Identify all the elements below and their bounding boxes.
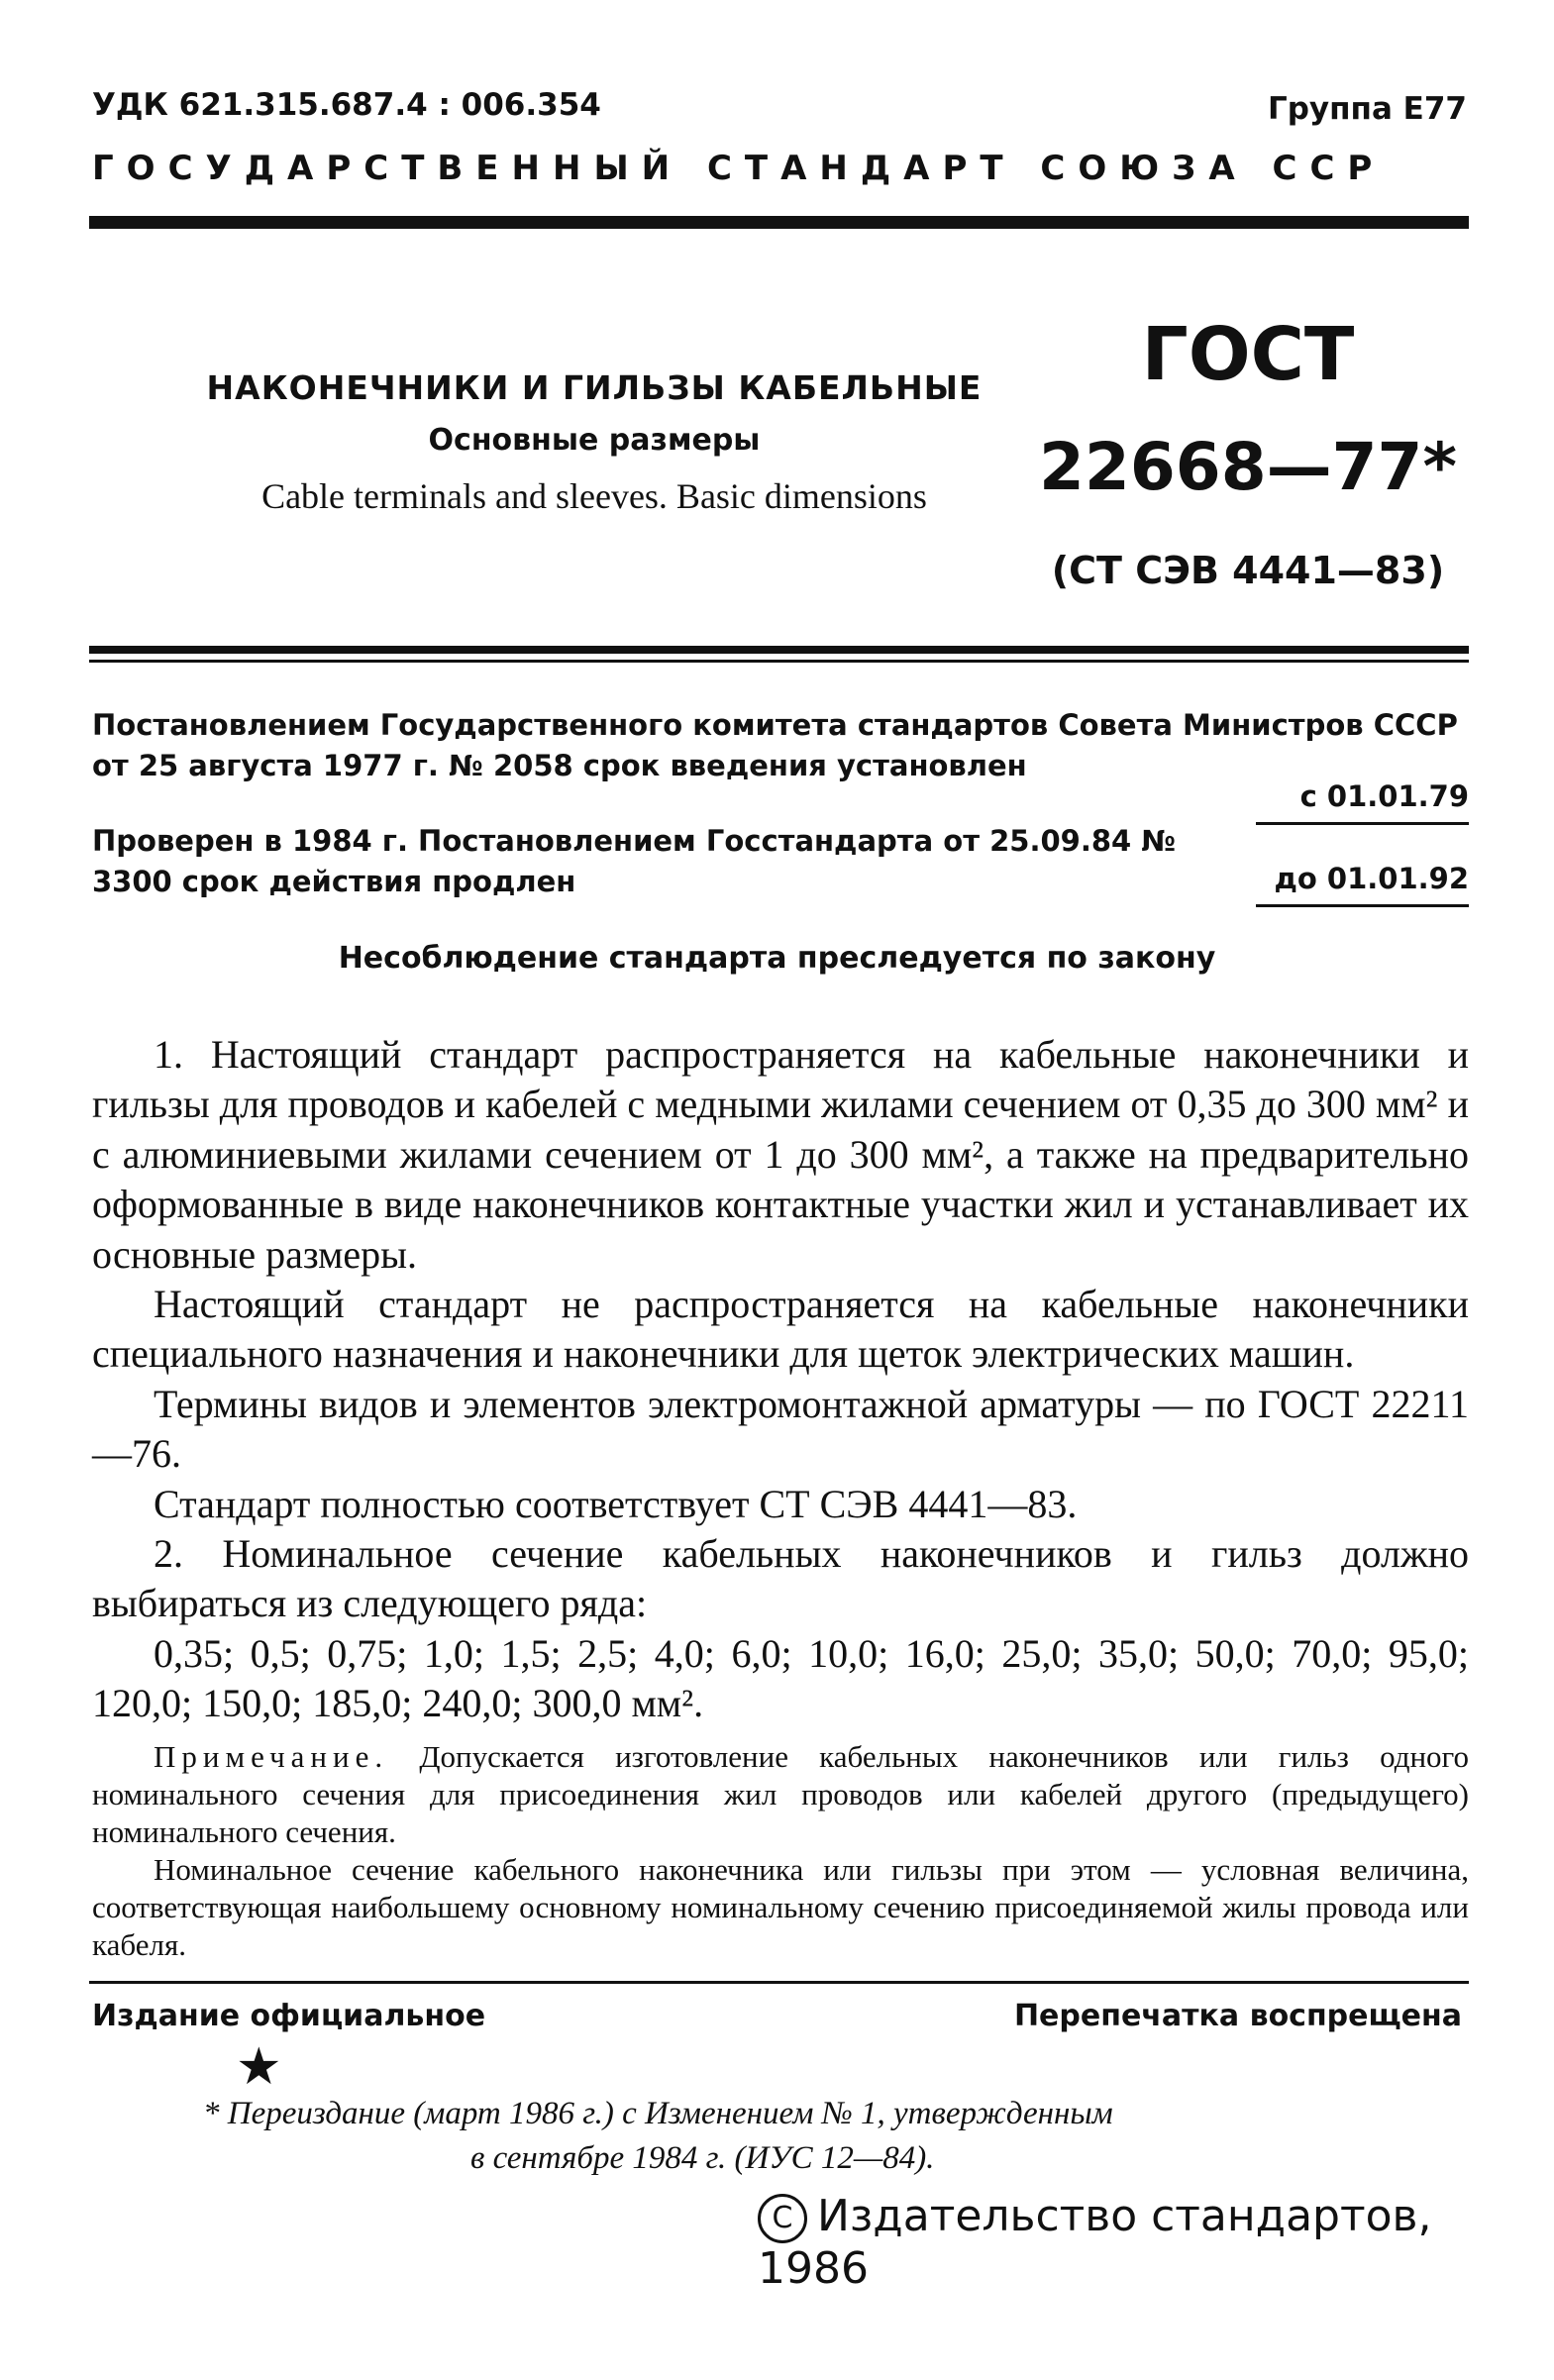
reprint-notice: Перепечатка воспрещена xyxy=(1013,1999,1462,2033)
footer-rule xyxy=(89,1981,1469,1984)
note-text-2: Номинальное сечение кабельного наконечника или гильзы при этом — условная величина, соответствующая наибольшему основному номинальному сечению присоединяемой жилы провода или кабеля. xyxy=(92,1851,1469,1962)
cmea-reference: (СТ СЭВ 4441—83) xyxy=(1051,549,1445,593)
date-to-underline xyxy=(1256,904,1469,907)
gost-label: ГОСТ xyxy=(1141,312,1355,397)
date-from: с 01.01.79 xyxy=(1299,779,1469,813)
paragraph-3: Термины видов и элементов электромонтажной арматуры — по ГОСТ 22211—76. xyxy=(92,1381,1469,1477)
gost-block xyxy=(1030,312,1466,593)
paragraph-4: Стандарт полностью соответствует СТ СЭВ 4441—83. xyxy=(154,1481,1078,1526)
copyright-icon: C xyxy=(758,2194,807,2243)
note-label: Примечание. xyxy=(154,1739,389,1775)
paragraph-1: 1. Настоящий стандарт распространяется на кабельные наконечники и гильзы для проводов и кабелей с медными жилами сечением от 0,35 до 300 мм² и с алюминиевыми жилами сечением от 1 до 300 мм², а также на предварительно оформованные в виде наконечников контактные участки жил и устанавливает их основные размеры. xyxy=(92,1032,1469,1277)
edition-label: Издание официальное xyxy=(92,1999,486,2033)
header-rule xyxy=(89,216,1469,229)
section-series: 0,35; 0,5; 0,75; 1,0; 1,5; 2,5; 4,0; 6,0; 10,0; 16,0; 25,0; 35,0; 50,0; 70,0; 95,0; 120,0; 150,0; 185,0; 240,0; 300,0 мм². xyxy=(92,1630,1469,1726)
reissue-line-2: в сентябре 1984 г. (ИУС 12—84). xyxy=(470,2139,935,2176)
title-rule-light xyxy=(89,660,1469,663)
document-subtitle: Основные размеры xyxy=(428,423,761,458)
state-standard-heading: ГОСУДАРСТВЕННЫЙ СТАНДАРТ СОЮЗА ССР xyxy=(92,149,1386,188)
paragraph-2: Настоящий стандарт не распространяется на кабельные наконечники специального назначения и наконечники для щеток электрических машин. xyxy=(92,1281,1469,1377)
document-title: НАКОНЕЧНИКИ И ГИЛЬЗЫ КАБЕЛЬНЫЕ xyxy=(206,368,983,407)
star-icon: ★ xyxy=(236,2039,282,2096)
publisher-text: Издательство стандартов, 1986 xyxy=(758,2191,1432,2294)
title-block xyxy=(178,368,1010,517)
group-code: Группа Е77 xyxy=(1267,91,1467,127)
title-rule-heavy xyxy=(89,646,1469,654)
checked-text: Проверен в 1984 г. Постановлением Госстандарта от 25.09.84 № 3300 срок действия продлен xyxy=(92,824,1177,899)
decree-text: Постановлением Государственного комитета стандартов Совета Министров СССР от 25 августа 1977 г. № 2058 срок введения установлен xyxy=(92,708,1458,783)
reissue-line-1: * Переиздание (март 1986 г.) с Изменением № 1, утвержденным xyxy=(203,2096,1113,2131)
gost-number: 22668—77* xyxy=(1039,428,1457,505)
udk-code: УДК 621.315.687.4 : 006.354 xyxy=(92,87,601,123)
english-title: Cable terminals and sleeves. Basic dimensions xyxy=(261,476,927,516)
note-text: Допускается изготовление кабельных наконечников или гильз одного номинального сечения для присоединения жил проводов или кабелей другого (предыдущего) номинального сечения. xyxy=(92,1739,1470,1850)
reissue-note xyxy=(203,2092,1392,2180)
law-notice: Несоблюдение стандарта преследуется по закону xyxy=(338,941,1216,976)
publisher xyxy=(758,2191,1554,2294)
date-from-underline xyxy=(1256,822,1469,825)
note-block xyxy=(92,1738,1469,1963)
paragraph-5: 2. Номинальное сечение кабельных наконечников и гильз должно выбираться из следующего ряда: xyxy=(92,1530,1469,1626)
date-to: до 01.01.92 xyxy=(1274,862,1469,895)
document-body xyxy=(92,1030,1469,1963)
